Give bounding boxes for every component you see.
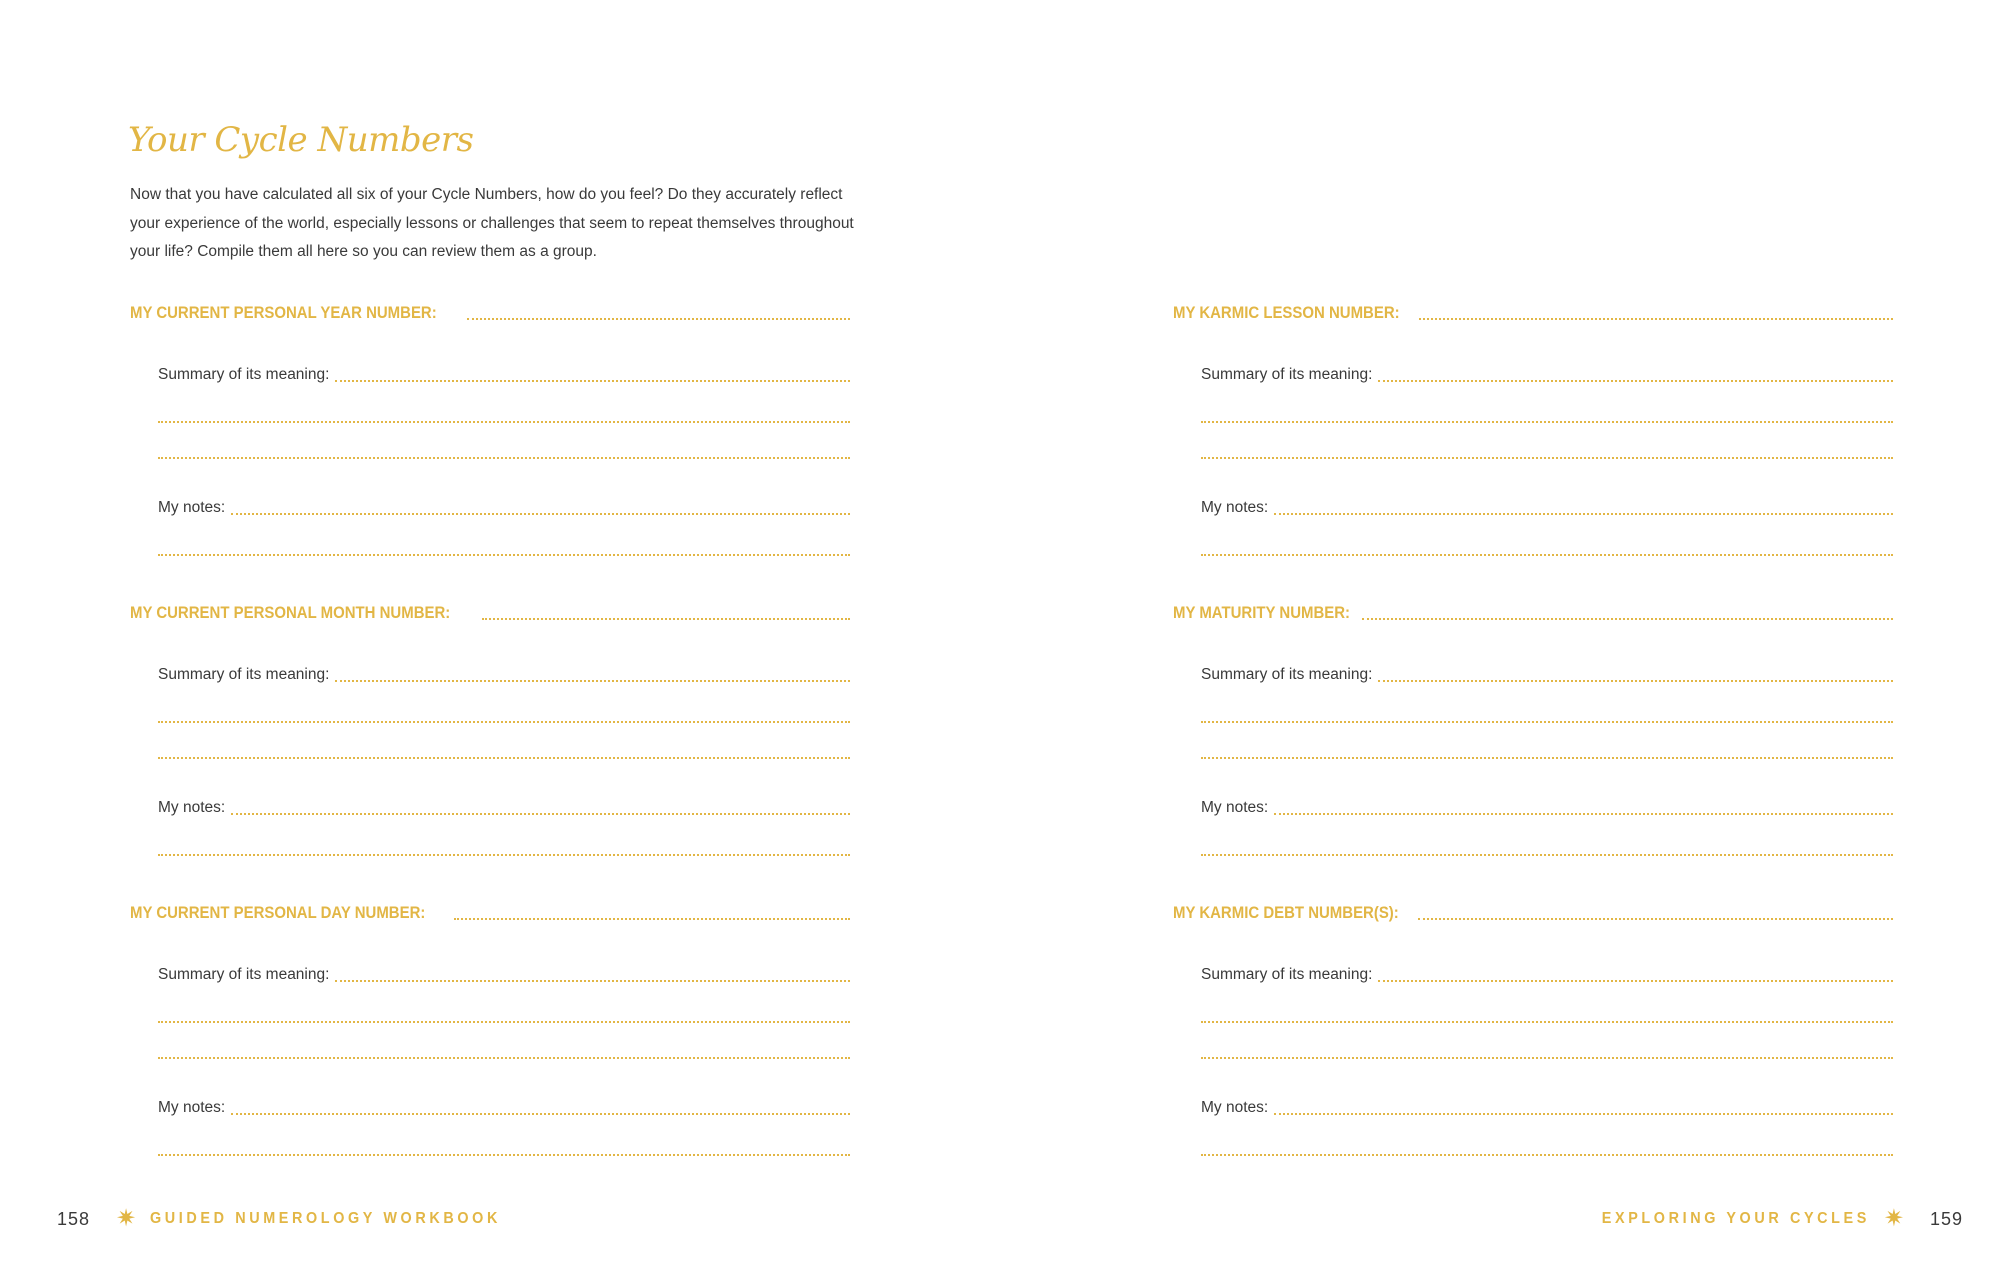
section-heading-row bbox=[1173, 903, 1893, 923]
write-line[interactable] bbox=[158, 721, 850, 723]
write-line[interactable] bbox=[1274, 513, 1893, 515]
section-heading: MY MATURITY NUMBER: bbox=[1173, 603, 1351, 622]
summary-row bbox=[1201, 965, 1893, 985]
page-title: Your Cycle Numbers bbox=[128, 120, 474, 160]
footer-right bbox=[1572, 1207, 1963, 1231]
summary-row bbox=[1201, 365, 1893, 385]
section-heading: MY KARMIC DEBT NUMBER(S): bbox=[1173, 903, 1399, 922]
notes-row bbox=[1201, 498, 1893, 518]
write-line[interactable] bbox=[1201, 1154, 1893, 1156]
write-line[interactable] bbox=[231, 513, 850, 515]
notes-row bbox=[158, 798, 850, 818]
write-line[interactable] bbox=[1201, 421, 1893, 423]
section-heading-row bbox=[130, 303, 850, 323]
write-line[interactable] bbox=[1201, 854, 1893, 856]
section-heading-row bbox=[1173, 603, 1893, 623]
write-line[interactable] bbox=[158, 1021, 850, 1023]
write-line[interactable] bbox=[482, 618, 850, 620]
summary-label: Summary of its meaning: bbox=[1201, 366, 1373, 383]
summary-row bbox=[1201, 665, 1893, 685]
footer-left bbox=[57, 1207, 540, 1231]
section-heading-row bbox=[130, 903, 850, 923]
write-line[interactable] bbox=[1274, 1113, 1893, 1115]
write-line[interactable] bbox=[1274, 813, 1893, 815]
page-number-left: 158 bbox=[57, 1208, 91, 1229]
write-line[interactable] bbox=[1201, 721, 1893, 723]
write-line[interactable] bbox=[335, 980, 850, 982]
section-heading: MY KARMIC LESSON NUMBER: bbox=[1173, 303, 1400, 322]
summary-row bbox=[158, 965, 850, 985]
summary-row bbox=[158, 365, 850, 385]
summary-row bbox=[158, 665, 850, 685]
section-heading: MY CURRENT PERSONAL MONTH NUMBER: bbox=[130, 603, 451, 622]
section-heading: MY CURRENT PERSONAL DAY NUMBER: bbox=[130, 903, 426, 922]
summary-label: Summary of its meaning: bbox=[158, 366, 330, 383]
notes-row bbox=[1201, 798, 1893, 818]
write-line[interactable] bbox=[467, 318, 850, 320]
notes-row bbox=[158, 498, 850, 518]
write-line[interactable] bbox=[1419, 318, 1893, 320]
write-line[interactable] bbox=[1378, 380, 1893, 382]
write-line[interactable] bbox=[158, 1057, 850, 1059]
running-head-right: EXPLORING YOUR CYCLES bbox=[1601, 1210, 1870, 1227]
running-head-left: GUIDED NUMEROLOGY WORKBOOK bbox=[150, 1210, 502, 1227]
summary-label: Summary of its meaning: bbox=[158, 666, 330, 683]
write-line[interactable] bbox=[1378, 980, 1893, 982]
section-heading-row bbox=[1173, 303, 1893, 323]
write-line[interactable] bbox=[158, 854, 850, 856]
section-heading-row bbox=[130, 603, 850, 623]
notes-label: My notes: bbox=[1201, 1099, 1269, 1116]
write-line[interactable] bbox=[158, 1154, 850, 1156]
write-line[interactable] bbox=[1201, 1057, 1893, 1059]
notes-row bbox=[1201, 1098, 1893, 1118]
write-line[interactable] bbox=[1201, 554, 1893, 556]
star-icon: ✷ bbox=[116, 1205, 137, 1232]
summary-label: Summary of its meaning: bbox=[1201, 666, 1373, 683]
write-line[interactable] bbox=[158, 757, 850, 759]
write-line[interactable] bbox=[335, 680, 850, 682]
notes-row bbox=[158, 1098, 850, 1118]
summary-label: Summary of its meaning: bbox=[158, 966, 330, 983]
summary-label: Summary of its meaning: bbox=[1201, 966, 1373, 983]
write-line[interactable] bbox=[1201, 457, 1893, 459]
notes-label: My notes: bbox=[1201, 799, 1269, 816]
write-line[interactable] bbox=[158, 554, 850, 556]
write-line[interactable] bbox=[1418, 918, 1893, 920]
write-line[interactable] bbox=[454, 918, 850, 920]
notes-label: My notes: bbox=[158, 799, 226, 816]
write-line[interactable] bbox=[1362, 618, 1893, 620]
write-line[interactable] bbox=[158, 457, 850, 459]
notes-label: My notes: bbox=[158, 1099, 226, 1116]
write-line[interactable] bbox=[231, 813, 850, 815]
write-line[interactable] bbox=[1378, 680, 1893, 682]
intro-paragraph: Now that you have calculated all six of your Cycle Numbers, how do you feel? Do they accurately reflect your experience of the world, especially lessons or challenges that seem to repeat themselves throughout your life? Compile them all here so you can review them as a group. bbox=[130, 186, 854, 260]
notes-label: My notes: bbox=[158, 499, 226, 516]
write-line[interactable] bbox=[335, 380, 850, 382]
write-line[interactable] bbox=[1201, 1021, 1893, 1023]
notes-label: My notes: bbox=[1201, 499, 1269, 516]
write-line[interactable] bbox=[231, 1113, 850, 1115]
section-heading: MY CURRENT PERSONAL YEAR NUMBER: bbox=[130, 303, 437, 322]
write-line[interactable] bbox=[1201, 757, 1893, 759]
page-number-right: 159 bbox=[1929, 1208, 1963, 1229]
star-icon: ✷ bbox=[1883, 1205, 1904, 1232]
write-line[interactable] bbox=[158, 421, 850, 423]
